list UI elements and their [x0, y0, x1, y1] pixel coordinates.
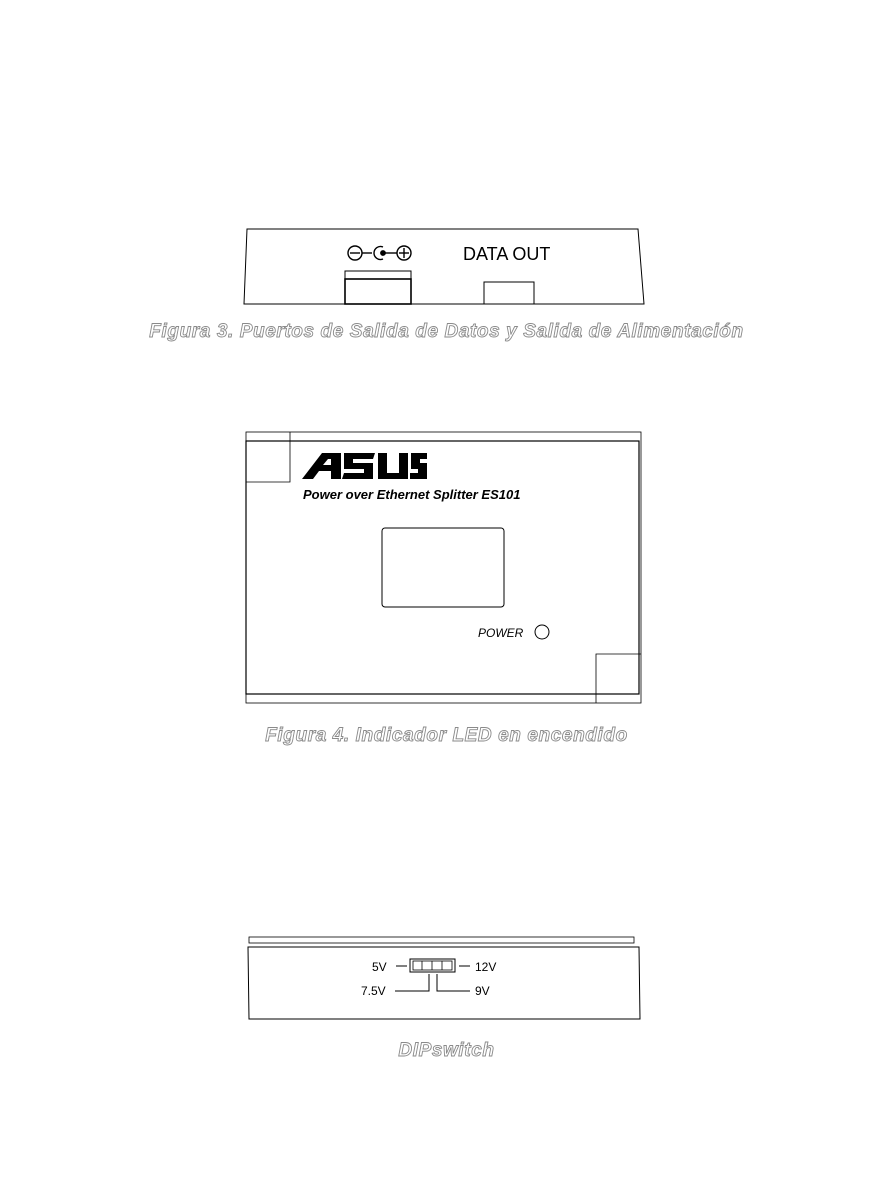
rear-panel-drawing	[242, 226, 646, 306]
label-7-5v: 7.5V	[361, 984, 386, 998]
power-label: POWER	[478, 626, 524, 640]
label-5v: 5V	[372, 960, 387, 974]
label-9v: 9V	[475, 984, 490, 998]
dipswitch-figure	[246, 936, 642, 1022]
power-jack-rim	[345, 271, 411, 279]
data-out-label: DATA OUT	[463, 244, 551, 264]
panel-outline	[244, 229, 644, 304]
figure-3-caption: Figura 3. Puertos de Salida de Datos y Salida de Alimentación	[149, 321, 744, 342]
power-led-icon	[535, 625, 549, 639]
power-jack	[345, 279, 411, 304]
dipswitch-drawing	[246, 936, 642, 1022]
dipswitch-caption: DIPswitch	[398, 1040, 495, 1061]
dc-polarity-icon	[348, 246, 411, 260]
label-window	[382, 528, 504, 607]
figure-4-top-view	[245, 431, 643, 705]
label-12v: 12V	[475, 960, 497, 974]
top-view-drawing	[245, 431, 643, 705]
product-name: Power over Ethernet Splitter ES101	[303, 487, 521, 502]
data-out-port	[484, 282, 534, 304]
brand-text: ASUS	[245, 431, 248, 432]
figure-4-caption: Figura 4. Indicador LED en encendido	[265, 725, 628, 746]
dip-switch	[410, 959, 455, 972]
figure-3-rear-panel	[242, 226, 646, 306]
asus-logo	[245, 431, 427, 479]
